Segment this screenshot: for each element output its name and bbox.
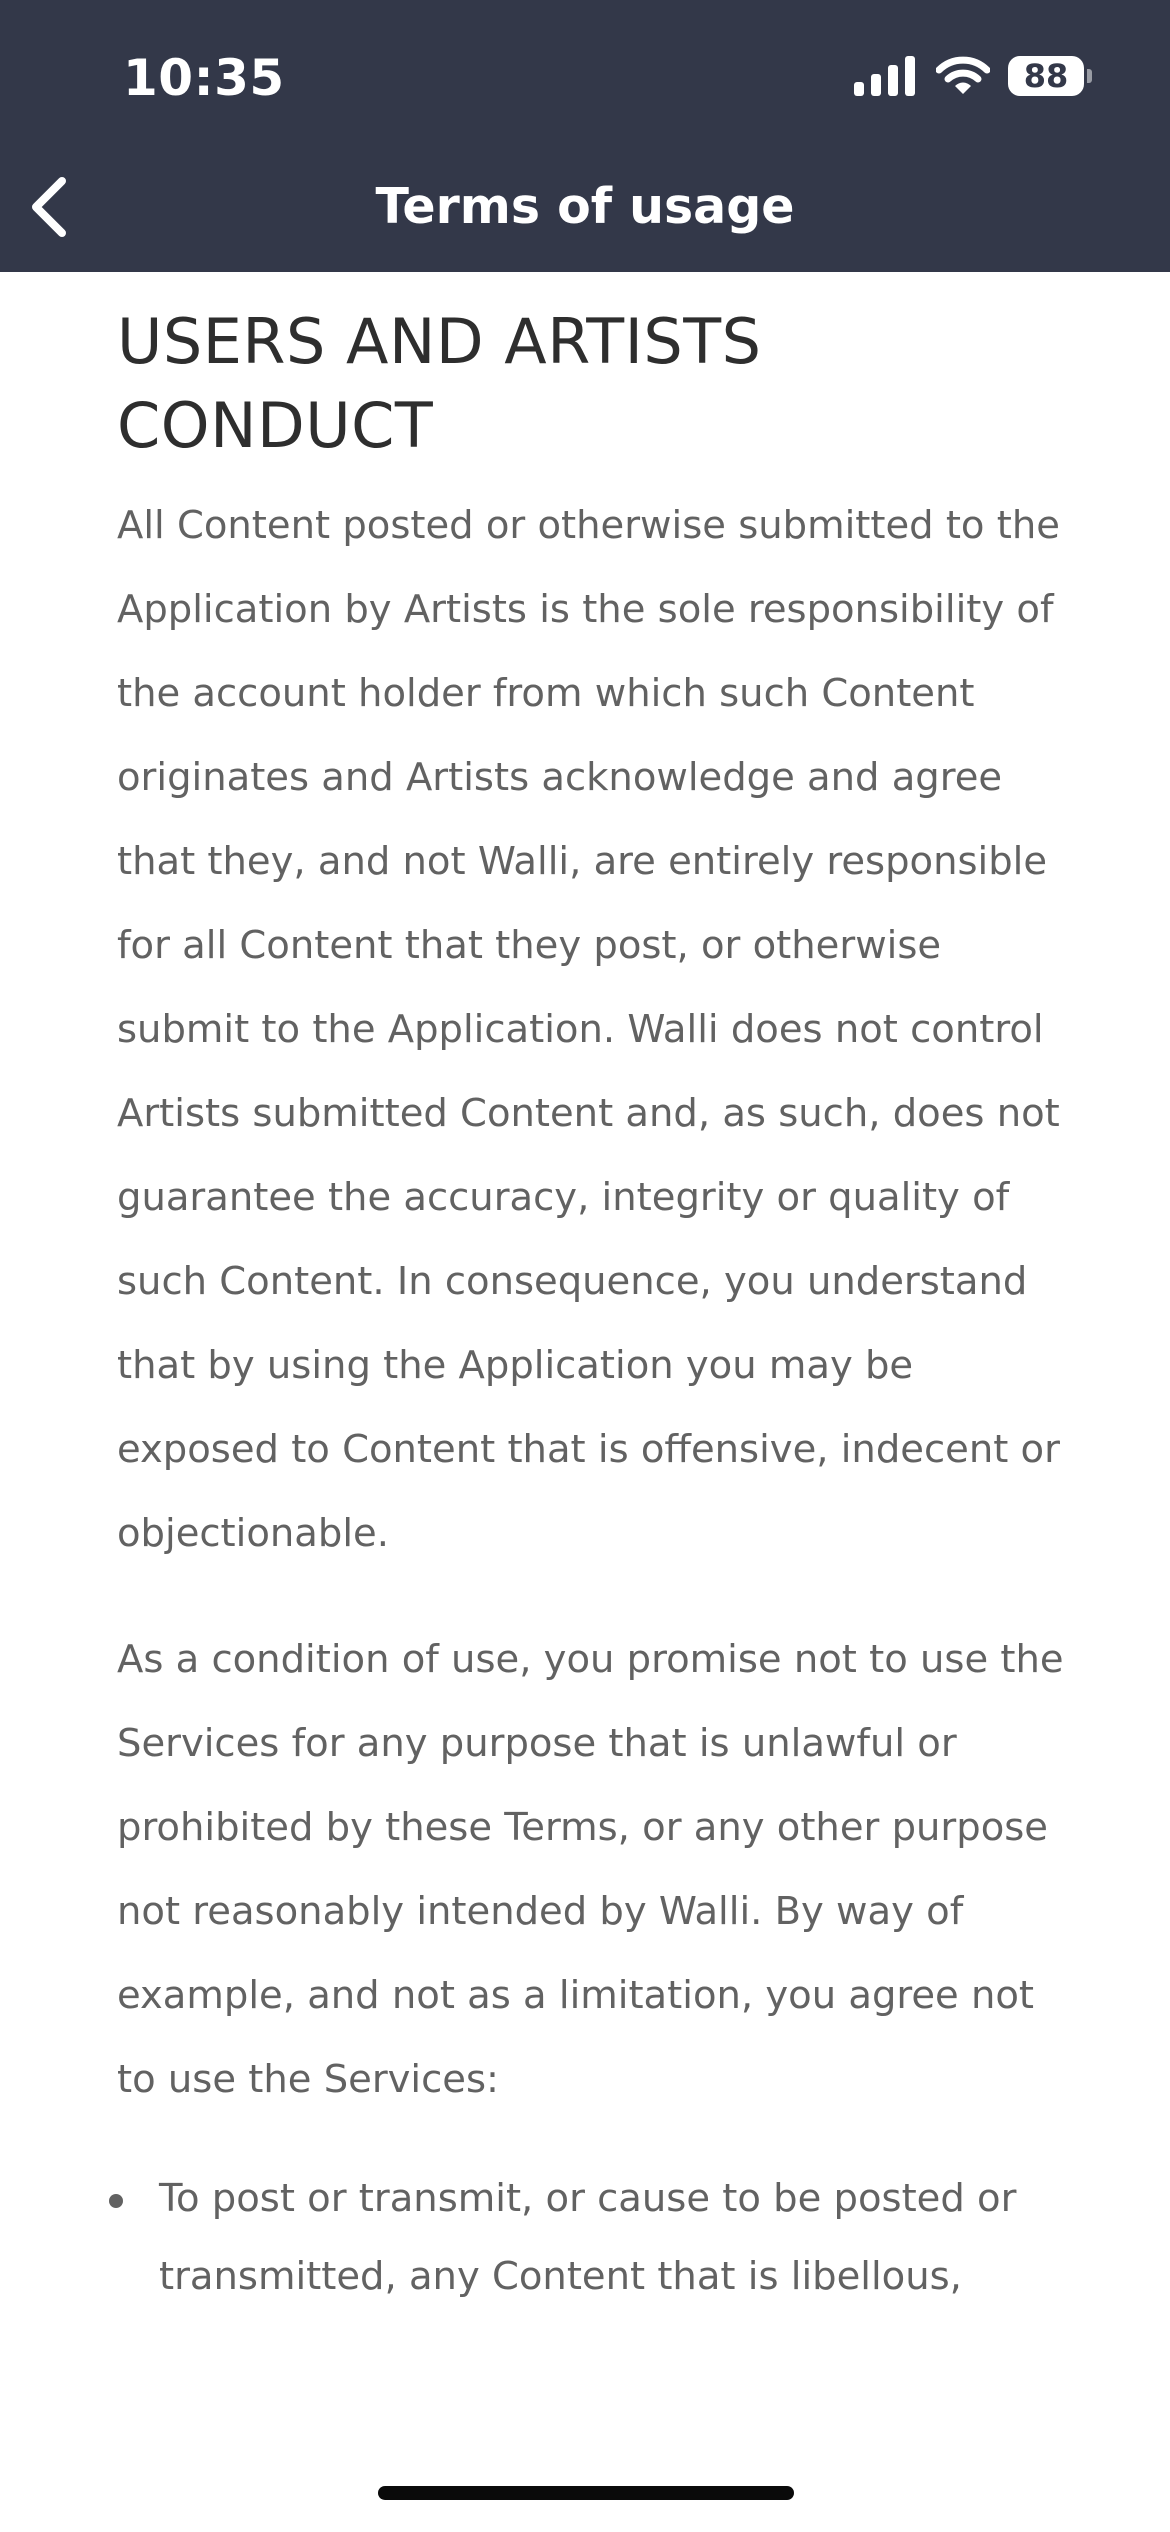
list-item bbox=[117, 2160, 1065, 2316]
section-title: USERS AND ARTISTS CONDUCT bbox=[117, 305, 762, 462]
battery-level: 88 bbox=[1008, 56, 1084, 96]
paragraph: As a condition of use, you promise not to use the Services for any purpose that is unlawful or prohibited by these Terms, or any other purpose not reasonably intended by Walli. By way of example, and not as a limitation, you agree not to use the Services: bbox=[117, 1637, 1064, 2102]
bullet-icon bbox=[109, 2194, 123, 2208]
bullet-list bbox=[117, 2160, 1065, 2316]
paragraph: All Content posted or otherwise submitted to the Application by Artists is the sole responsibility of the account holder from which such Content originates and Artists acknowledge and agree that they, and not Walli, are entirely responsible for all Content that they post, or otherwise submit to the Application. Walli does not control Artists submitted Content and, as such, does not guarantee the accuracy, integrity or quality of such Content. In consequence, you understand that by using the Application you may be exposed to Content that is offensive, indecent or objectionable. bbox=[117, 503, 1060, 1556]
status-time: 10:35 bbox=[123, 49, 285, 107]
battery-icon bbox=[1008, 56, 1092, 96]
signal-icon bbox=[854, 56, 916, 96]
top-bar bbox=[0, 0, 1170, 272]
terms-content bbox=[117, 300, 1065, 2316]
wifi-icon bbox=[936, 56, 990, 96]
battery-tip bbox=[1087, 69, 1092, 83]
home-indicator[interactable] bbox=[378, 2486, 794, 2500]
list-item-text: To post or transmit, or cause to be posted or transmitted, any Content that is libellous, bbox=[159, 2176, 1017, 2299]
page-title: Terms of usage bbox=[375, 178, 795, 235]
